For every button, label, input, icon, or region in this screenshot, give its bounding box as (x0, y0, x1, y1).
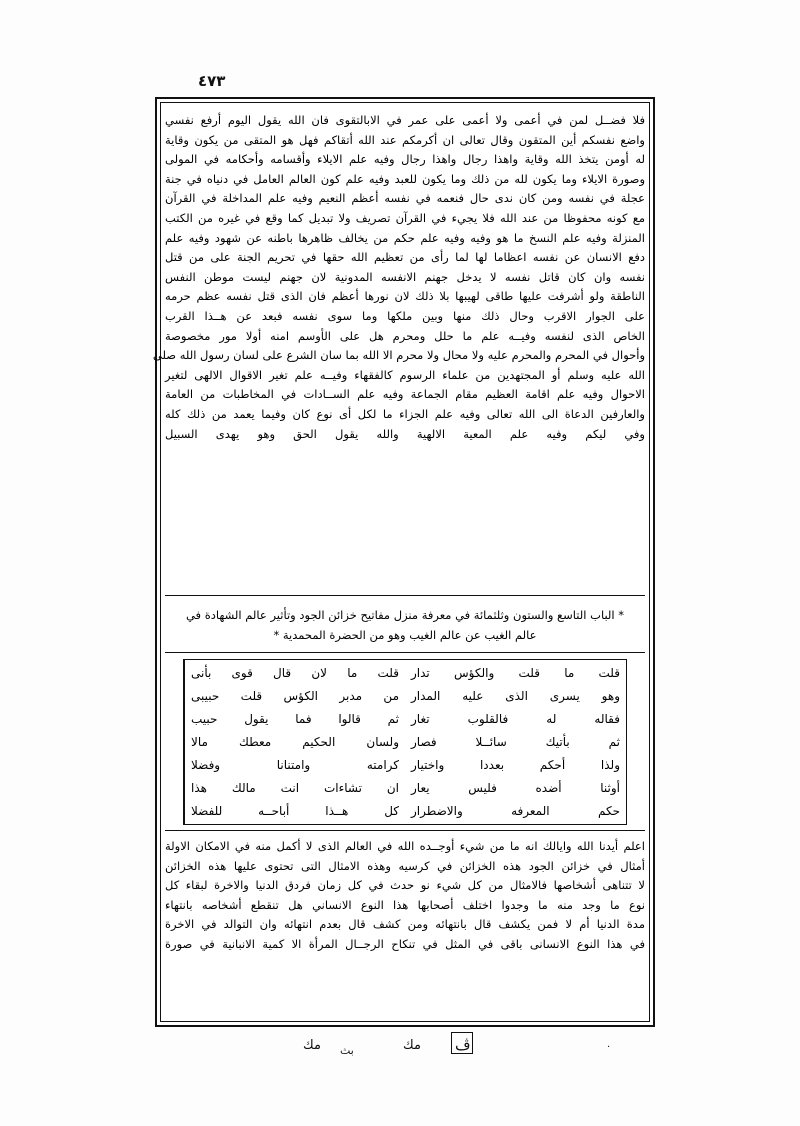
text-line: وفي ليكم وفيه علم المعية الالهية والله يقول الحق وهو يهدى السبيل (165, 426, 645, 441)
text-line: مدة الدنيا أم لا فمن يكشف قال بانتهائه ومن كشف قال بعدم انتهائه وان التوالد في الاخرة (165, 917, 645, 932)
text-line: نوع ما وجد منه ما وجدوا اختلف أصحابها هذا النوع الانساني هل تنقطع أشخاصه بانتهاء (165, 897, 645, 912)
poem-line: ثم قالوا فما يقول حبيب (191, 712, 399, 726)
text-line: المنزلة وفيه علم النسخ ما هو وفيه وفيه علم حكم من يخالف ظاهرها باطنه عن شهود وفيه علم (165, 230, 645, 245)
text-line: اعلم أيدنا الله وايالك انه ما من شيء أوجــده الله في العالم الذى لا أكمل منه في الامكان الاولة (165, 839, 645, 853)
text-line: له أومن يتخذ الله وقاية واهذا رجال واهذا رجال وفيه علم الايلاء وأقسامه وأحكامه في المولى (165, 152, 645, 167)
text-line: وأحوال في المحرم والمحرم عليه ولا محال ولا محرم الا الله بما سان الشرع على لسان رسول الله صلى (152, 348, 645, 363)
text-frame (152, 97, 655, 1027)
text-line: أمثال في خزائن الجود هذه الخزائن في كرسيه وهذه الامثال التى تحتوى عليها هذه الخزائن (165, 858, 645, 873)
poem-line: ولذا أحكم بعددا واختيار (411, 758, 620, 772)
text-line: على الجوار الاقرب وحال ذلك منها وبين ملكها وما سوى نفسه فبعد عن هــذا القرب (165, 308, 645, 323)
text-line: نفسه وان كان قاتل نفسه لا يدخل جهنم الانفسه المدونية لان جهنم ليست موطن النفس (165, 269, 645, 284)
section-divider (165, 595, 645, 596)
text-line: واضع نفسكم أين المتقون وقال تعالى ان أكرمكم عند الله أتقاكم فهل هو المتقى من يكون وقاية (165, 132, 645, 147)
page-signature-marks (155, 1030, 655, 1078)
text-line: الله عليه وسلم أو المجتهدين من علماء الرسوم كالفقهاء وفيــه علم تغير الاقوال الالهى لتغير (165, 367, 645, 382)
poem-line: فقاله له فالقلوب تغار (411, 712, 620, 726)
folio-number: ٤٧٣ (198, 72, 226, 90)
poem-line: وهو يسرى الذى عليه المدار (411, 689, 620, 703)
poem-line: كل هــذا أباحــه للفضلا (191, 804, 399, 818)
poem-line: ولسان الحكيم معطك مالا (191, 735, 399, 749)
text-line: فلا فضــل لمن في أعمى ولا أعمى على عمر في الابالتقوى فان الله يقول اليوم أرفع نفسي (165, 113, 645, 127)
poem-column-right (184, 660, 405, 824)
poem-line: قلت ما قلت والكؤس تدار (411, 666, 620, 680)
poem-table (183, 659, 627, 825)
body-text-bottom (165, 837, 645, 955)
poem-line: حكم المعرفه والاضطرار (411, 804, 620, 818)
chapter-heading (165, 602, 645, 648)
signature-mark-a: مك (303, 1038, 321, 1053)
text-line: مع كونه محفوظا من عند الله فلا يجيء في القرآن تصريف ولا تبديل كما وقع في غيره من الكتب (165, 210, 645, 225)
text-line: لا تتناهى أشخاصها فالامثال من كل شيء نو حدث في كل زمان فردق الدنيا والاخرة لبقاء كل (165, 878, 645, 893)
section-divider (165, 830, 645, 831)
text-line: الخاص الذى لنفسه وفيــه علم ما حلل ومحرم هل على الأوسم امنه أولا مور مخصوصة (165, 328, 645, 343)
text-line: والعارفين الدعاة الى الله تعالى وفيه علم الجزاء ما لكل أى نوع كان وفيما يعمد من ذلك كله (165, 406, 645, 421)
body-text-top (152, 111, 645, 444)
poem-line: من مدبر الكؤس قلت حبيبى (191, 689, 399, 703)
margin-dot: · (607, 1042, 611, 1053)
poem-line: كرامته وامتنانا وفضلا (191, 758, 399, 772)
section-divider (165, 652, 645, 653)
poem-line: ان تشاءات انت مالك هذا (191, 781, 399, 795)
text-line: وصورة الايلاء وما يكون لله من ذلك وما يكون للعبد وفيه علم كون العالم العامل في دنياه في جنة (165, 171, 645, 186)
poem-line: ثم بأتيك سائــلا فصار (411, 735, 620, 749)
poem-column-left (405, 660, 626, 824)
signature-mark-b: بث (340, 1044, 354, 1057)
chapter-heading-line: * الباب التاسع والستون وثلثمائة في معرفة منزل مفاتيح خزائن الجود وتأثير عالم الشهادة في (185, 608, 625, 622)
text-line: عجلة في نفسه ومن كان ندى حال فنعمه في نفسه أعظم النعيم وفيه علم المداخلة في القرآن (165, 191, 645, 206)
poem-line: أوثنا أضده فليس يعار (411, 781, 620, 795)
text-line: دفع الانسان عن نفسه اعظاما لها لما رأى من تعظيم الله حقها في تحريم الجنة على من قتل (165, 250, 645, 265)
text-line: في هذا النوع الانسانى باقى في المثل في تنكاح الرجــال المرأة الا كمية الانبانية في صورة (165, 936, 645, 951)
text-line: الناطقة ولو أشرفت عليها طاقى لهيبها بلا ذلك لان نورها أعظم فان الذى قتل نفسه عظم حرمه (165, 289, 645, 304)
catchword: ڤ (455, 1036, 471, 1054)
poem-line: قلت ما لان قال قوى بأنى (191, 666, 399, 680)
chapter-heading-line: عالم الغيب عن عالم الغيب وهو من الحضرة المحمدية * (273, 628, 537, 642)
signature-mark-c: مك (403, 1038, 421, 1053)
text-line: الاحوال وفيه علم اقامة العظيم مقام الجماعة وفيه علم الســادات في المخاطبات من العامة (165, 387, 645, 402)
